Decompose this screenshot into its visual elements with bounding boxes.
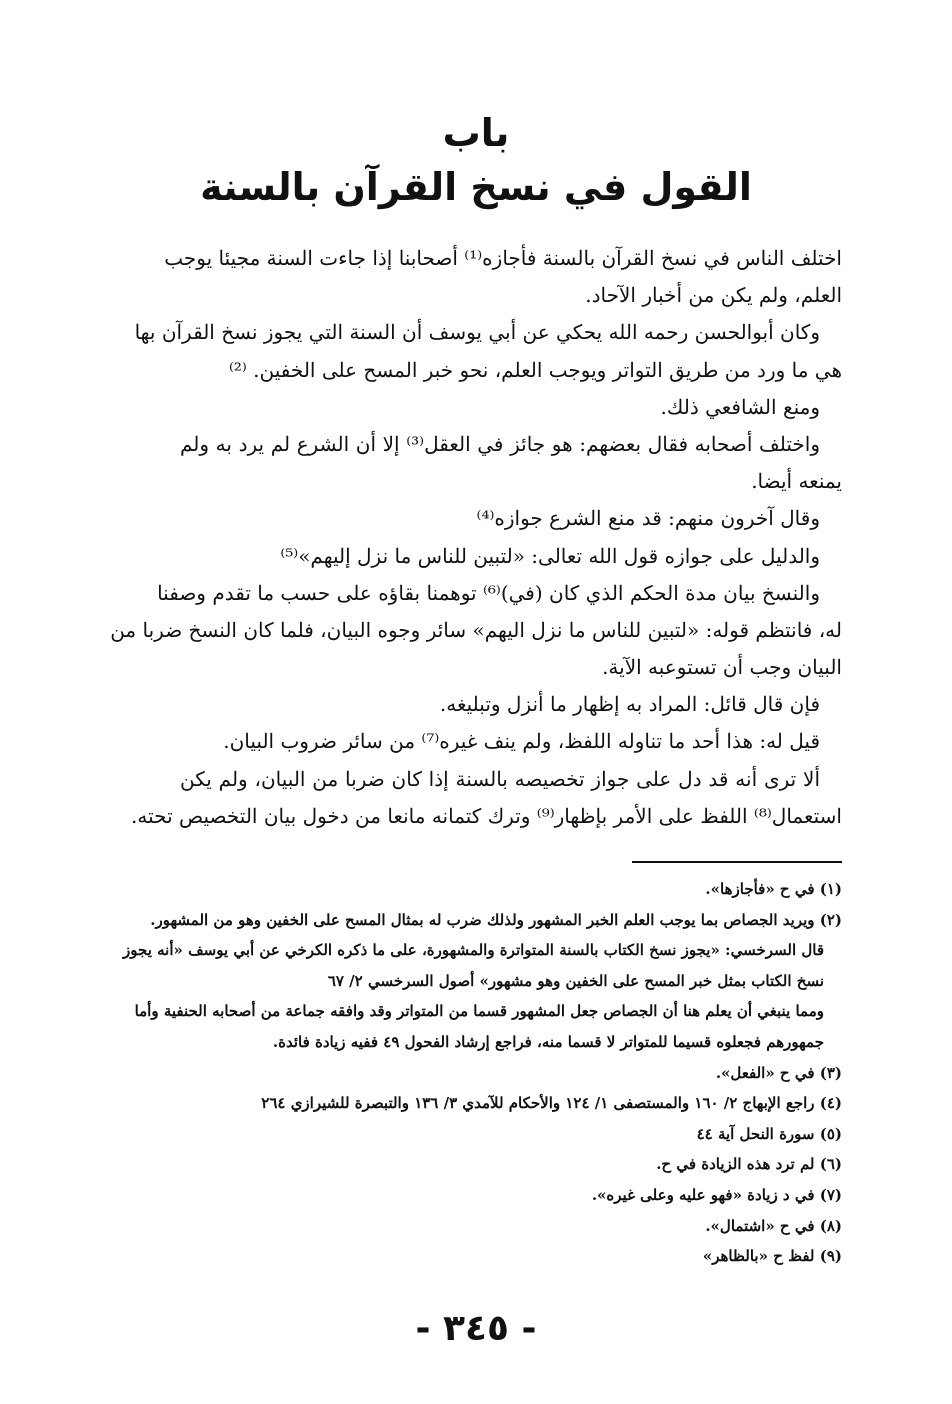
footnote: (٣) في ح «الفعل».: [715, 1063, 842, 1082]
footnote: (٢) ويريد الجصاص بما يوجب العلم الخبر المشهور ولذلك ضرب له بمثال المسح على الخفين وهو من المشهور.: [150, 910, 842, 929]
body-line: قيل له: هذا أحد ما تناوله اللفظ، ولم ينف غيره⁽⁷⁾ من سائر ضروب البيان.: [223, 729, 820, 754]
body-line: اختلف الناس في نسخ القرآن بالسنة فأجازه⁽¹⁾ أصحابنا إذا جاءت السنة مجيئا يوجب: [164, 246, 842, 270]
footnote: قال السرخسي: «يجوز نسخ الكتاب بالسنة المتواترة والمشهورة، على ما ذكره الكرخي عن أبي يوسف «أنه يجوز: [123, 941, 824, 960]
body-line: له، فانتظم قوله: «لتبين للناس ما نزل اليهم» سائر وجوه البيان، فلما كان النسخ ضربا من: [110, 617, 842, 642]
body-line: والدليل على جوازه قول الله تعالى: «لتبين للناس ما نزل إليهم»⁽⁵⁾: [280, 543, 820, 568]
body-line: يمنعه أيضا.: [751, 469, 842, 494]
footnote: (٧) في د زيادة «فهو عليه وعلى غيره».: [591, 1185, 842, 1204]
footnote: جمهورهم فجعلوه قسيما للمتواتر لا قسما منه، فراجع إرشاد الفحول ٤٩ ففيه زيادة فائدة.: [272, 1032, 824, 1051]
footnotes: [123, 874, 842, 1272]
footnote: (٨) في ح «اشتمال».: [705, 1216, 842, 1235]
body-line: والنسخ بيان مدة الحكم الذي كان (في)⁽⁶⁾ توهمنا بقاؤه على حسب ما تقدم وصفنا: [157, 580, 820, 605]
body-line: فإن قال قائل: المراد به إظهار ما أنزل وتبليغه.: [439, 692, 820, 717]
footnote: (٩) لفظ ح «بالظاهر»: [702, 1247, 842, 1266]
body-line: ومنع الشافعي ذلك.: [660, 394, 820, 419]
body-line: ألا ترى أنه قد دل على جواز تخصيصه بالسنة إذا كان ضربا من البيان، ولم يكن: [180, 766, 820, 791]
page-number: - ٣٤٥ -: [415, 1308, 537, 1349]
footnote: ومما ينبغي أن يعلم هنا أن الجصاص جعل المشهور قسما من المتواتر وقد وافقه جماعة من أصحابه الحنفية وأما: [134, 1002, 824, 1021]
body-line: العلم، ولم يكن من أخبار الآحاد.: [585, 283, 842, 308]
body-line: استعمال⁽⁸⁾ اللفظ على الأمر بإظهار⁽⁹⁾ وترك كتمانه مانعا من دخول بيان التخصيص تحته.: [131, 803, 842, 828]
body-line: واختلف أصحابه فقال بعضهم: هو جائز في العقل⁽³⁾ إلا أن الشرع لم يرد به ولم: [180, 431, 820, 456]
body-line: وقال آخرون منهم: قد منع الشرع جوازه⁽⁴⁾: [476, 506, 820, 531]
body-line: هي ما ورد من طريق التواتر ويوجب العلم، نحو خبر المسح على الخفين. ⁽²⁾: [228, 357, 842, 382]
footnote: (٦) لم ترد هذه الزيادة في ح.: [656, 1155, 842, 1174]
footnote: (١) في ح «فأجازها».: [705, 880, 842, 898]
footnote: (٤) راجع الإبهاج ٢/ ١٦٠ والمستصفى ١/ ١٢٤ والأحكام للآمدي ٣/ ١٣٦ والتبصرة للشيرازي ٢٦٤: [261, 1094, 842, 1113]
footnote: (٥) سورة النحل آية ٤٤: [696, 1124, 842, 1143]
body-line: وكان أبوالحسن رحمه الله يحكي عن أبي يوسف أن السنة التي يجوز نسخ القرآن بها: [134, 320, 820, 345]
footnote-divider: [632, 861, 842, 863]
body-text: [110, 240, 842, 835]
body-line: البيان وجب أن تستوعبه الآية.: [602, 655, 842, 680]
chapter-label: باب: [442, 111, 510, 155]
chapter-title: القول في نسخ القرآن بالسنة: [200, 165, 752, 209]
footnote: نسخ الكتاب بمثل خبر المسح على الخفين وهو مشهور» أصول السرخسي ٢/ ٦٧: [327, 971, 824, 990]
